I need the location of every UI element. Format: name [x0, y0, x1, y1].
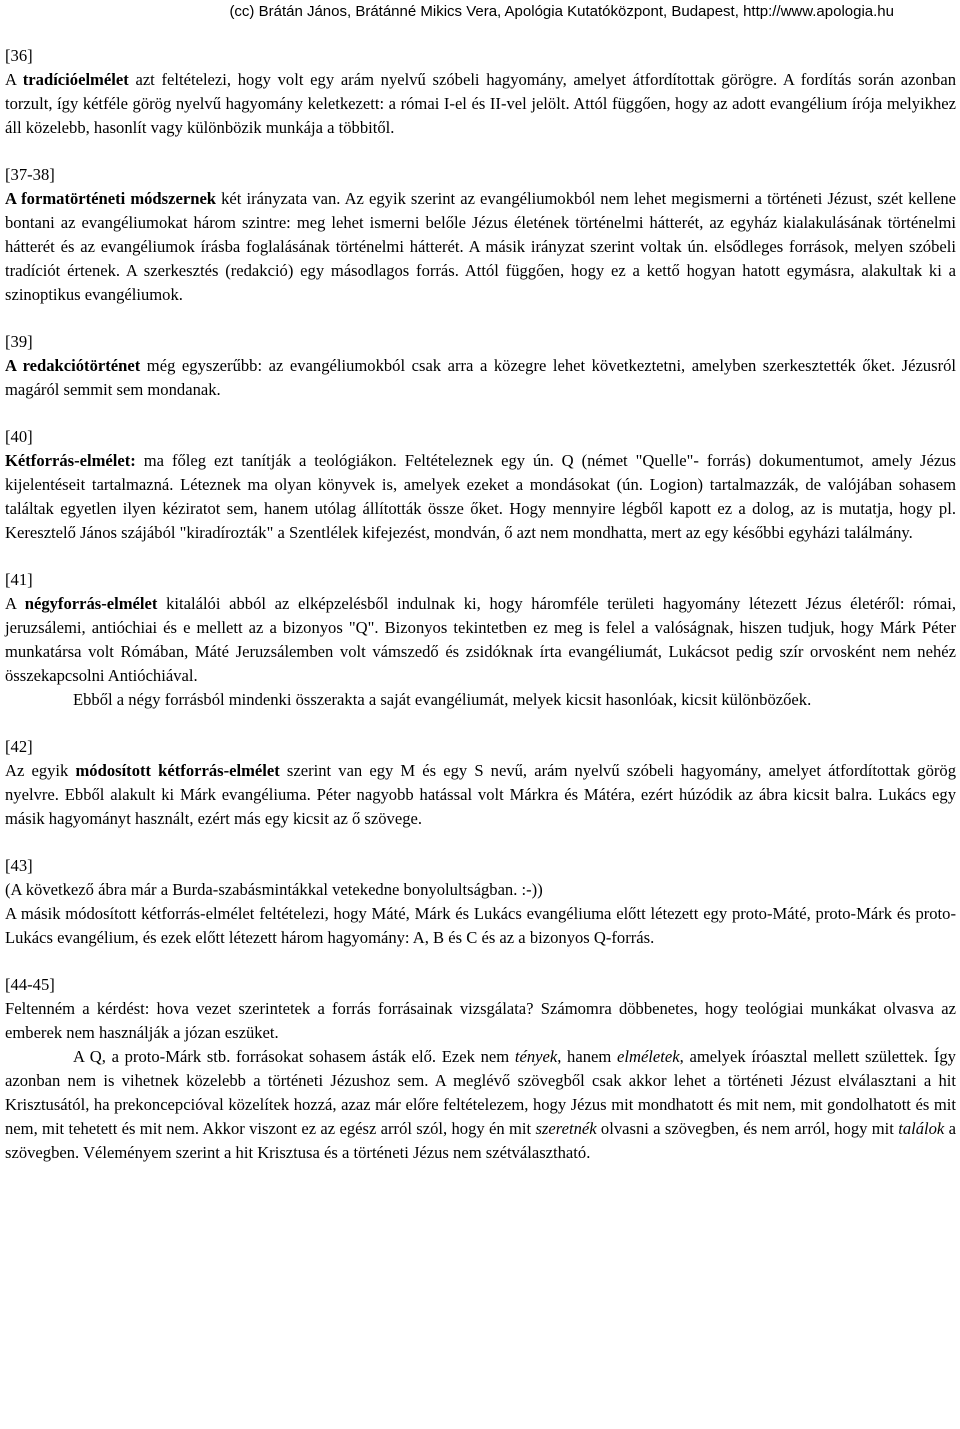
document-body [5, 44, 956, 1188]
section-36 [5, 44, 956, 140]
bold-term: négyforrás-elmélet [24, 594, 158, 613]
section-44-45 [5, 973, 956, 1165]
section-number: [40] [5, 427, 33, 446]
paragraph [5, 1045, 956, 1165]
bold-term: módosított kétforrás-elmélet [75, 761, 280, 780]
text: még egyszerűbb: az evangéliumokból csak arra a közegre lehet következtetni, amelyben szerkesztették őket. Jézusról magáról semmit sem mondanak. [5, 356, 956, 399]
text: két irányzata van. Az egyik szerint az evangéliumokból nem lehet megismerni a történeti Jézust, szét kellene bontani az evangéliumokat három szintre: meg lehet ismerni belőle Jézus életének történelmi hátterét, az egyház kialakulásának történelmi hátterét és az evangéliumok írásba foglalásának történelmi hátterét. A másik irányzat szerint voltak ún. elsődleges források, melyen szóbeli tradíciót értenek. A szerkesztés (redakció) egy másodlagos forrás. Attól függően, hogy ez a kettő hogyan hatott egymásra, alakultak ki a szinoptikus evangéliumok. [5, 189, 956, 304]
section-number: [41] [5, 570, 33, 589]
paragraph [5, 759, 956, 831]
bold-term: A formatörténeti módszernek [5, 189, 217, 208]
paragraph: A másik módosított kétforrás-elmélet feltételezi, hogy Máté, Márk és Lukács evangéliuma előtt létezett egy proto-Máté, proto-Márk és proto-Lukács evangélium, és ezek előtt létezett három hagyomány: A, B és C és az a bizonyos Q-forrás. [5, 904, 956, 947]
section-43 [5, 854, 956, 950]
paragraph [5, 354, 956, 402]
section-number: [39] [5, 332, 33, 351]
section-number: [42] [5, 737, 33, 756]
paragraph [5, 592, 956, 688]
text: , hanem [557, 1047, 617, 1066]
bold-term: tradícióelmélet [22, 70, 129, 89]
paragraph: Ebből a négy forrásból mindenki összerakta a saját evangéliumát, melyek kicsit hasonlóak, kicsit különbözőek. [73, 690, 812, 709]
paragraph: Feltenném a kérdést: hova vezet szerintetek a forrás forrásainak vizsgálata? Számomra döbbenetes, hogy teológiai munkákat olvasva az emberek nem használják a józan eszüket. [5, 999, 956, 1042]
section-number: [44-45] [5, 975, 55, 994]
text: ma főleg ezt tanítják a teológiákon. Feltételeznek egy ún. Q (német "Quelle"- forrás) dokumentumot, amely Jézus kijelentéseit tartalmazná. Léteznek ma olyan könyvek is, amelyek ezeket a mondásokat (ún. Logion) tartalmazzák, de valójában sohasem találtak egyetlen ilyen kéziratot sem, hanem utólag állították össze őket. Hogy mennyire légből kapott ez a dolog, az is mutatja, hogy pl. Keresztelő János szájából "kiradírozták" a Szentlélek kifejezést, mondván, ő azt nem mondhatta, mert az egy későbbi egyházi találmány. [5, 451, 956, 542]
text: A [5, 594, 25, 613]
section-number: [43] [5, 856, 33, 875]
text: szerint van egy M és egy S nevű, arám nyelvű szóbeli hagyomány, amelyet átfordítottak görög nyelvre. Ebből alakult ki Márk evangéliuma. Péter nagyobb hatással volt Márkra és Mátéra, ezért húzódik az ábra kicsit balra. Lukács egy másik hagyományt használt, ezért más egy kicsit az ő szövege. [5, 761, 956, 828]
section-41 [5, 568, 956, 712]
italic-term: elméletek [616, 1047, 680, 1066]
bold-term: Kétforrás-elmélet: [5, 451, 136, 470]
text: olvasni a szövegben, és nem arról, hogy mit [596, 1119, 899, 1138]
paragraph [5, 68, 956, 140]
section-39 [5, 330, 956, 402]
section-number: [37-38] [5, 165, 55, 184]
italic-term: találok [898, 1119, 945, 1138]
bold-term: A redakciótörténet [5, 356, 141, 375]
paragraph [5, 187, 956, 307]
section-number: [36] [5, 46, 33, 65]
text: Az egyik [5, 761, 76, 780]
section-42 [5, 735, 956, 831]
section-37-38 [5, 163, 956, 307]
italic-term: tények [514, 1047, 558, 1066]
page-header [0, 0, 960, 28]
section-40 [5, 425, 956, 545]
text: A Q, a proto-Márk stb. forrásokat sohasem ásták elő. Ezek nem [73, 1047, 515, 1066]
text: azt feltételezi, hogy volt egy arám nyelvű szóbeli hagyomány, amelyet átfordítottak görögre. A fordítás során azonban torzult, így kétféle görög nyelvű hagyomány keletkezett: a római I-el és II-vel jelölt. Attól függően, hogy az adott evangélium írója melyikhez áll közelebb, hasonlít vagy különbözik munkája a többitől. [5, 70, 957, 137]
paragraph: (A következő ábra már a Burda-szabásmintákkal vetekedne bonyolultságban. :-)) [5, 880, 543, 899]
italic-term: szeretnék [535, 1119, 597, 1138]
text: a szövegben. Véleményem szerint a hit Krisztusa és a történeti Jézus nem szétválasztható. [5, 1119, 956, 1162]
paragraph [5, 449, 956, 545]
header-credit: (cc) Brátán János, Brátánné Mikics Vera, Apológia Kutatóközpont, Budapest, http://www.apologia.hu [229, 3, 894, 20]
text: A [5, 70, 23, 89]
text: , amelyek íróasztal mellett születtek. Így azonban nem is vihetnek közelebb a történeti Jézushoz sem. A meglévő szövegből csak akkor lehet a történeti Jézust elválasztani a hit Krisztusától, ha prekoncepcióval közelítek hozzá, azaz már előre feltételezem, hogy Jézus mit mondhatott és mit nem, mit gondolhatott és mit nem, mit tehetett és mit nem. Akkor viszont ez az egész arról szól, hogy én mit [5, 1047, 956, 1138]
text: kitalálói abból az elképzelésből indulnak ki, hogy háromféle területi hagyomány létezett Jézus életéről: római, jeruzsálemi, antióchiai és e mellett az a bizonyos "Q". Bizonyos tekintetben ez meg is felel a valóságnak, hiszen tudjuk, hogy Márk Péter munkatársa volt Rómában, Máté Jeruzsálemben volt vámszedő és zsidóknak írta evangéliumát, Lukácsot pedig szír orvosként nem nehéz összekapcsolni Antióchiával. [5, 594, 956, 685]
